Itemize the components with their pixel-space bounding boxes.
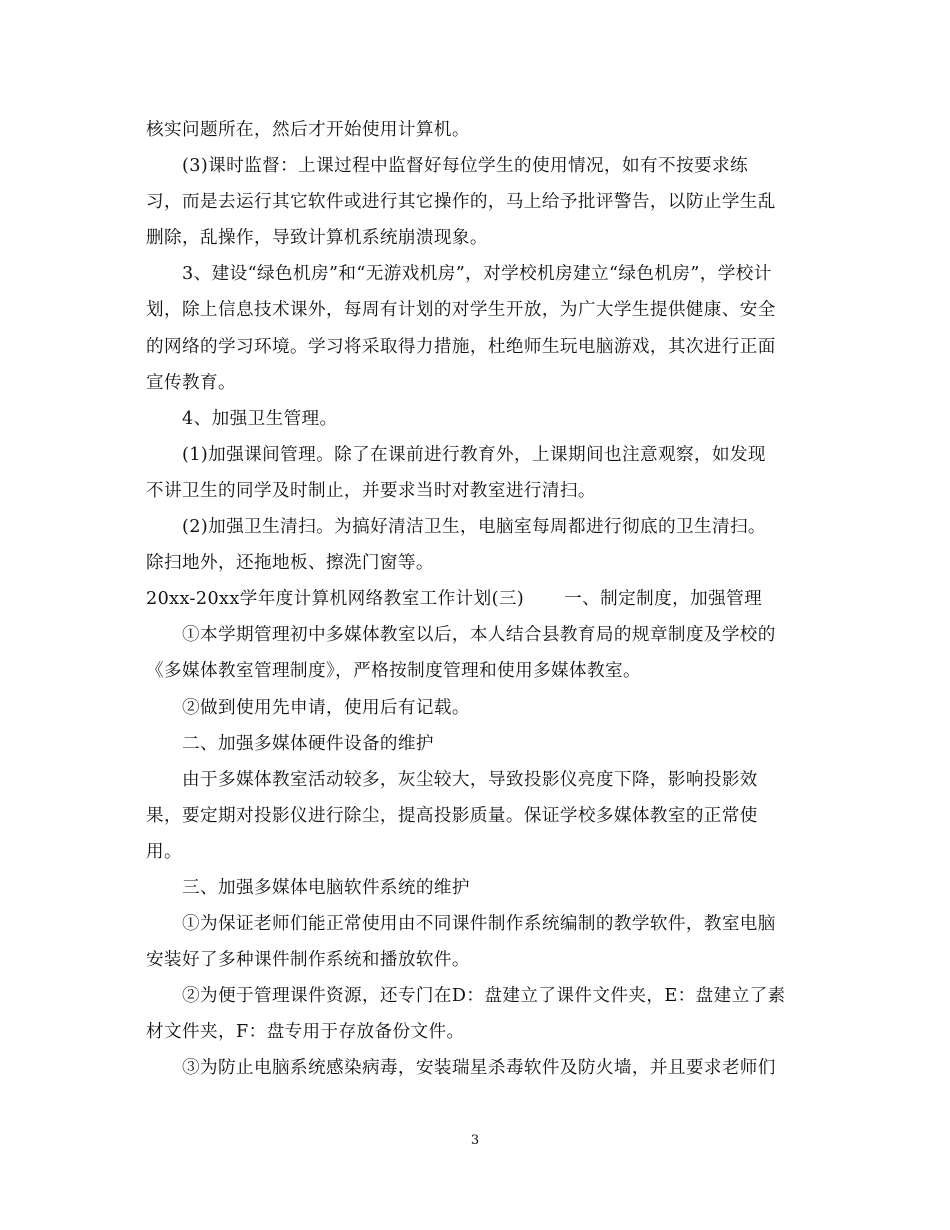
paragraph-line: ①本学期管理初中多媒体教室以后，本人结合县教育局的规章制度及学校的 bbox=[182, 625, 776, 646]
paragraph-line: ①为保证老师们能正常使用由不同课件制作系统编制的教学软件，教室电脑 bbox=[182, 914, 776, 935]
section-heading: 二、加强多媒体硬件设备的维护 bbox=[182, 733, 434, 754]
section-heading: 三、加强多媒体电脑软件系统的维护 bbox=[182, 877, 470, 898]
paragraph-line: (3)课时监督：上课过程中监督好每位学生的使用情况，如有不按要求练 bbox=[182, 156, 748, 177]
paragraph-line: 4、加强卫生管理。 bbox=[182, 408, 338, 429]
section-heading: 一、制定制度，加强管理 bbox=[564, 589, 763, 610]
paragraph-line: 的网络的学习环境。学习将采取得力措施，杜绝师生玩电脑游戏，其次进行正面 bbox=[146, 336, 776, 357]
paragraph-line: 删除，乱操作，导致计算机系统崩溃现象。 bbox=[146, 228, 488, 249]
paragraph-line: 《多媒体教室管理制度》，严格按制度管理和使用多媒体教室。 bbox=[146, 661, 642, 682]
paragraph-line: 划，除上信息技术课外，每周有计划的对学生开放，为广大学生提供健康、安全 bbox=[146, 300, 776, 321]
paragraph-line: (1)加强课间管理。除了在课前进行教育外，上课期间也注意观察，如发现 bbox=[182, 444, 766, 465]
paragraph-line: 宣传教育。 bbox=[146, 372, 236, 393]
paragraph-line: 果，要定期对投影仪进行除尘，提高投影质量。保证学校多媒体教室的正常使 bbox=[146, 805, 758, 826]
paragraph-line: ③为防止电脑系统感染病毒，安装瑞星杀毒软件及防火墙，并且要求老师们 bbox=[182, 1058, 776, 1079]
heading-line bbox=[146, 581, 806, 617]
paragraph-line: 由于多媒体教室活动较多，灰尘较大，导致投影仪亮度下降，影响投影效 bbox=[182, 769, 758, 790]
paragraph-line: ②做到使用先申请，使用后有记载。 bbox=[182, 697, 470, 718]
paragraph-line: 习，而是去运行其它软件或进行其它操作的，马上给予批评警告，以防止学生乱 bbox=[146, 192, 776, 213]
paragraph-line: 安装好了多种课件制作系统和播放软件。 bbox=[146, 950, 470, 971]
document-body bbox=[146, 112, 806, 1087]
document-title: 20xx-20xx学年度计算机网络教室工作计划(三) bbox=[146, 589, 525, 610]
paragraph-line: 3、建设“绿色机房”和“无游戏机房”，对学校机房建立“绿色机房”，学校计 bbox=[182, 264, 772, 285]
paragraph-line: 除扫地外，还拖地板、擦洗门窗等。 bbox=[146, 553, 434, 574]
page-number: 3 bbox=[470, 1133, 480, 1148]
paragraph-line: (2)加强卫生清扫。为搞好清洁卫生，电脑室每周都进行彻底的卫生清扫。 bbox=[182, 517, 766, 538]
paragraph-line: 材文件夹，F：盘专用于存放备份文件。 bbox=[146, 1022, 465, 1043]
paragraph-line: 用。 bbox=[146, 841, 182, 862]
paragraph-line: 不讲卫生的同学及时制止，并要求当时对教室进行清扫。 bbox=[146, 480, 596, 501]
paragraph-line: 核实问题所在，然后才开始使用计算机。 bbox=[146, 120, 470, 140]
paragraph-line: ②为便于管理课件资源，还专门在D：盘建立了课件文件夹，E：盘建立了素 bbox=[182, 986, 786, 1007]
